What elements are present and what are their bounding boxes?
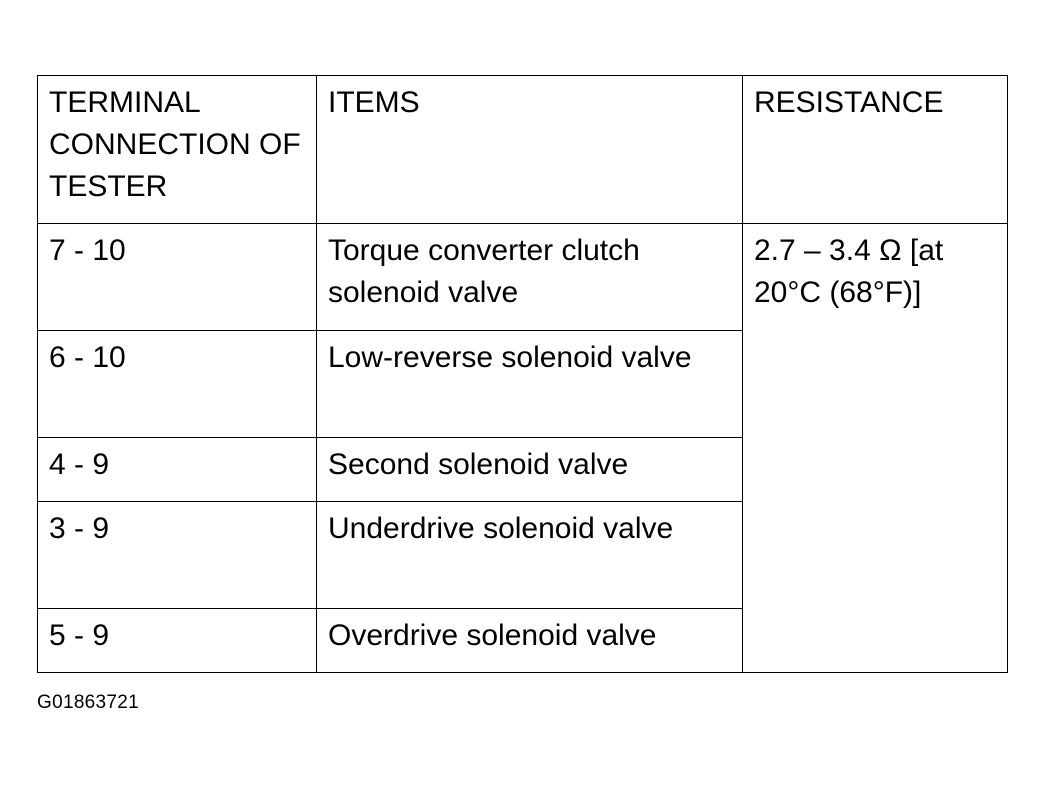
terminal-cell: 7 - 10 [38, 224, 317, 331]
figure-id: G01863721 [37, 692, 140, 713]
header-resistance: RESISTANCE [743, 76, 1008, 224]
resistance-cell: 2.7 – 3.4 Ω [at 20°C (68°F)] [743, 224, 1008, 673]
item-cell: Second solenoid valve [317, 438, 743, 502]
item-cell: Low-reverse solenoid valve [317, 331, 743, 438]
terminal-cell: 3 - 9 [38, 502, 317, 609]
item-cell: Underdrive solenoid valve [317, 502, 743, 609]
terminal-cell: 4 - 9 [38, 438, 317, 502]
header-items: ITEMS [317, 76, 743, 224]
item-cell: Torque converter clutch solenoid valve [317, 224, 743, 331]
resistance-spec-table [37, 75, 1008, 673]
terminal-cell: 6 - 10 [38, 331, 317, 438]
table-row [38, 224, 1008, 331]
table-header-row [38, 76, 1008, 224]
item-cell: Overdrive solenoid valve [317, 609, 743, 673]
terminal-cell: 5 - 9 [38, 609, 317, 673]
header-terminal-connection: TERMINAL CONNECTION OF TESTER [38, 76, 317, 224]
